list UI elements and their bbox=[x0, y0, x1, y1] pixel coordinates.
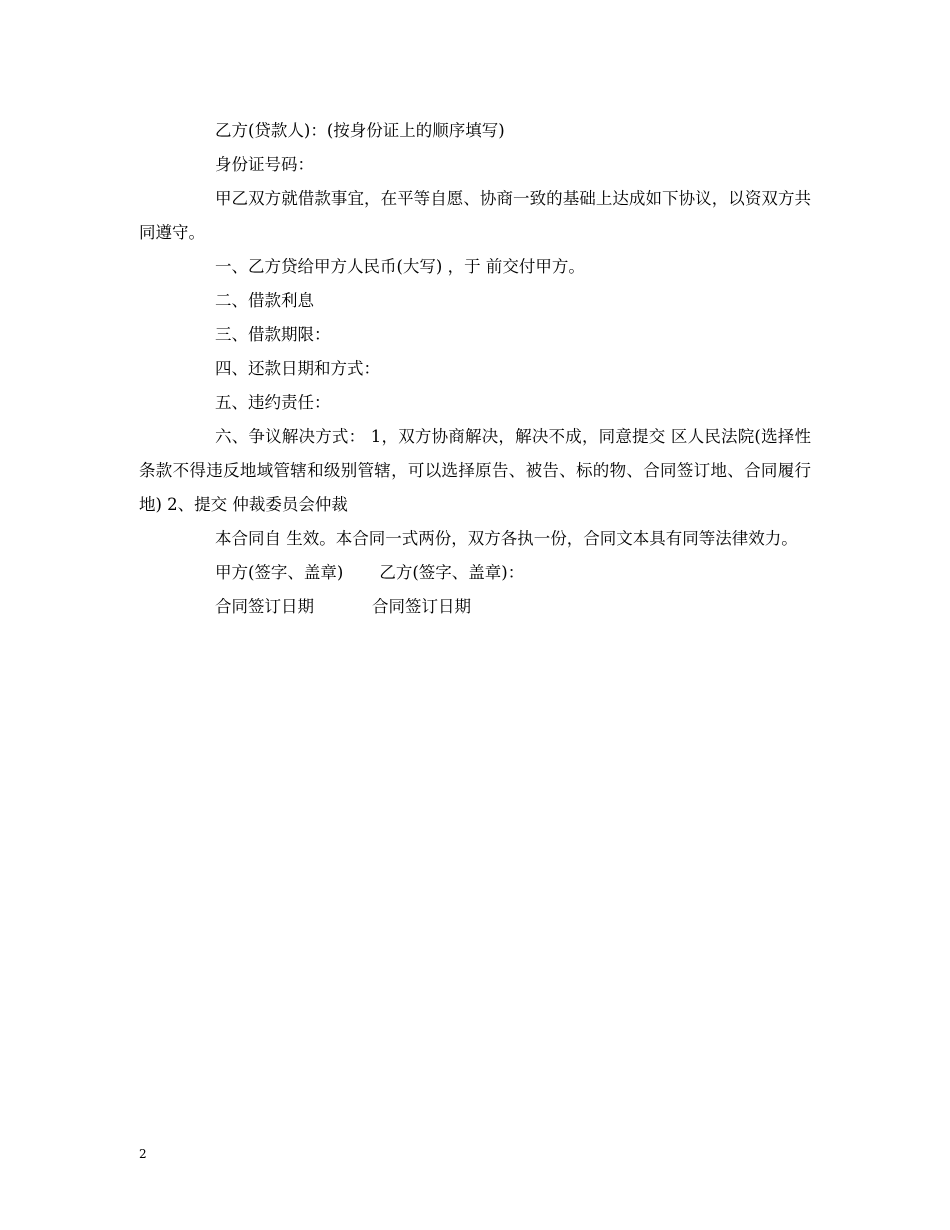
party-a-signature: 甲方(签字、盖章) bbox=[215, 563, 344, 582]
clause-interest: 二、借款利息 bbox=[215, 291, 314, 310]
clause-loan-amount: 一、乙方贷给甲方人民币(大写) ，于 前交付甲方。 bbox=[215, 257, 585, 276]
clause-dispute: 六、争议解决方式： 1，双方协商解决，解决不成，同意提交 区人民法院(选择性条款不得违反地域管辖和级别管辖，可以选择原告、被告、标的物、合同签订地、合同履行地) 2、提交 仲裁委员会仲裁 bbox=[139, 427, 811, 514]
signature-row bbox=[139, 556, 811, 590]
signing-date-b: 合同签订日期 bbox=[372, 597, 471, 616]
id-number-line: 身份证号码： bbox=[215, 155, 314, 174]
party-b-signature: 乙方(签字、盖章)： bbox=[379, 563, 525, 582]
agreement-preamble: 甲乙双方就借款事宜，在平等自愿、协商一致的基础上达成如下协议，以资双方共同遵守。 bbox=[139, 189, 811, 242]
signing-date-row bbox=[139, 590, 811, 624]
signing-date-a: 合同签订日期 bbox=[215, 597, 314, 616]
clause-liability: 五、违约责任： bbox=[215, 393, 331, 412]
page-number: 2 bbox=[139, 1147, 147, 1161]
clause-term: 三、借款期限： bbox=[215, 325, 331, 344]
contract-body bbox=[139, 114, 811, 624]
clause-repayment: 四、还款日期和方式： bbox=[215, 359, 380, 378]
party-b-line: 乙方(贷款人)：(按身份证上的顺序填写) bbox=[215, 121, 505, 140]
clause-effective: 本合同自 生效。本合同一式两份，双方各执一份，合同文本具有同等法律效力。 bbox=[215, 529, 798, 548]
